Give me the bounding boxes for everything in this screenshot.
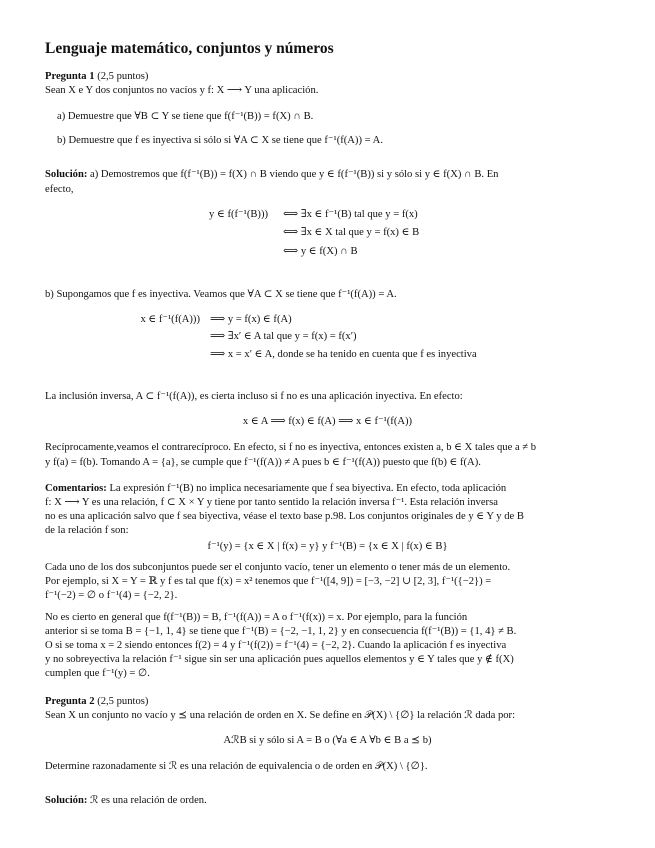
comments-p3-line-2: anterior si se toma B = {−1, 1, 4} se tiene que f⁻¹(B) = {−2, −1, 1, 2} y en consecuencia f(f⁻¹(B)) = {1, 4} ≠ B.	[45, 626, 517, 637]
comments-line-1	[45, 482, 506, 495]
question-2-intro: Sean X un conjunto no vacío y ⪯ una relación de orden en X. Se define en 𝒫(X) \ {∅} la relación ℛ dada por:	[45, 710, 516, 721]
equation-3: x ∈ A ⟹ f(x) ∈ f(A) ⟹ x ∈ f⁻¹(f(A))	[242, 416, 413, 427]
comments-text: La expresión f⁻¹(B) no implica necesariamente que f sea biyectiva. En efecto, toda aplicación	[106, 483, 507, 494]
comments-p2-line-1: Cada uno de los dos subconjuntos puede ser el conjunto vacío, tener un elemento o tener más de un elemento.	[45, 562, 511, 573]
comments-line-3: no es una aplicación salvo que f sea biyectiva, véase el texto base p.98. Los conjuntos originales de y ∈ Y y de B	[45, 511, 524, 522]
question-2-points: (2,5 puntos)	[97, 696, 149, 707]
question-1-intro: Sean X e Y dos conjuntos no vacíos y f: X ⟶ Y una aplicación.	[45, 85, 319, 96]
comments-p2-line-3: f⁻¹(−2) = ∅ o f⁻¹(4) = {−2, 2}.	[45, 590, 178, 601]
comments-p3-line-3: O si se toma x = 2 siendo entonces f(2) = 4 y f⁻¹(f(2)) = f⁻¹(4) = {−2, 2}. Cuando la aplicación f es inyectiva	[45, 640, 507, 651]
question-2-heading	[45, 695, 148, 708]
equation-2-row-2: ⟹ ∃x′ ∈ A tal que y = f(x) = f(x′)	[210, 331, 357, 342]
solution-1-label: Solución:	[45, 169, 88, 180]
solution-1-part-b: b) Supongamos que f es inyectiva. Veamos que ∀A ⊂ X se tiene que f⁻¹(f(A)) = A.	[45, 289, 397, 300]
question-1-heading	[45, 70, 148, 83]
comments-p2-line-2: Por ejemplo, si X = Y = ℝ y f es tal que f(x) = x² tenemos que f⁻¹([4, 9]) = [−3, −2] ∪ [2, 3], f⁻¹({−2}) =	[45, 576, 492, 587]
solution-2-text: ℛ es una relación de orden.	[87, 795, 207, 806]
reciproco-line-2: y f(a) = f(b). Tomando A = {a}, se cumple que f⁻¹(f(A)) ≠ A pues b ∈ f⁻¹(f(A)) puesto que f(b) ∈ f(A).	[45, 457, 481, 468]
question-2-label: Pregunta 2	[45, 696, 95, 707]
equation-1-row-1: ⟺ ∃x ∈ f⁻¹(B) tal que y = f(x)	[283, 209, 418, 220]
equation-2-lhs: x ∈ f⁻¹(f(A)))	[140, 314, 200, 325]
solution-1-line-1	[45, 168, 498, 181]
equation-1-lhs: y ∈ f(f⁻¹(B)))	[209, 209, 268, 220]
comments-line-4: de la relación f son:	[45, 525, 129, 536]
solution-2-label: Solución:	[45, 795, 88, 806]
equation-1-row-2: ⟺ ∃x ∈ X tal que y = f(x) ∈ B	[283, 227, 420, 238]
solution-2	[45, 794, 207, 807]
question-1-points: (2,5 puntos)	[97, 71, 149, 82]
equation-2-row-3: ⟹ x = x′ ∈ A, donde se ha tenido en cuenta que f es inyectiva	[210, 349, 477, 360]
comments-label: Comentarios:	[45, 483, 107, 494]
question-1-label: Pregunta 1	[45, 71, 95, 82]
question-2-ask: Determine razonadamente si ℛ es una relación de equivalencia o de orden en 𝒫(X) \ {∅}.	[45, 761, 428, 772]
equation-5: AℛB si y sólo si A = B o (∀a ∈ A ∀b ∈ B a ⪯ b)	[223, 735, 432, 746]
solution-1-text: a) Demostremos que f(f⁻¹(B)) = f(X) ∩ B viendo que y ∈ f(f⁻¹(B)) si y sólo si y ∈ f(X) ∩ B. En	[87, 169, 499, 180]
comments-p3-line-1: No es cierto en general que f(f⁻¹(B)) = B, f⁻¹(f(A)) = A o f⁻¹(f(x)) = x. Por ejemplo, para la función	[45, 612, 468, 623]
inclusion-text: La inclusión inversa, A ⊂ f⁻¹(f(A)), es cierta incluso si f no es una aplicación inyectiva. En efecto:	[45, 391, 463, 402]
comments-p3-line-4: y no sobreyectiva la relación f⁻¹ sigue sin ser una aplicación pues aquellos elementos y ∈ Y tales que y ∉ f(X)	[45, 654, 514, 665]
page-title: Lenguaje matemático, conjuntos y números	[45, 40, 334, 57]
equation-1-row-3: ⟺ y ∈ f(X) ∩ B	[283, 246, 358, 257]
equation-2-row-1: ⟹ y = f(x) ∈ f(A)	[210, 314, 292, 325]
reciproco-line-1: Recíprocamente,veamos el contrarecíproco. En efecto, si f no es inyectiva, entonces existen a, b ∈ X tales que a ≠ b	[45, 442, 537, 453]
comments-line-2: f: X ⟶ Y es una relación, f ⊂ X × Y y tiene por tanto sentido la relación inversa f⁻¹. Esta relación inversa	[45, 497, 498, 508]
comments-p3-line-5: cumplen que f⁻¹(y) = ∅.	[45, 668, 150, 679]
solution-1-line-2: efecto,	[45, 184, 74, 195]
question-1-item-b: b) Demuestre que f es inyectiva si sólo si ∀A ⊂ X se tiene que f⁻¹(f(A)) = A.	[57, 135, 383, 146]
equation-4: f⁻¹(y) = {x ∈ X | f(x) = y} y f⁻¹(B) = {x ∈ X | f(x) ∈ B}	[207, 541, 448, 552]
question-1-item-a: a) Demuestre que ∀B ⊂ Y se tiene que f(f⁻¹(B)) = f(X) ∩ B.	[57, 111, 314, 122]
